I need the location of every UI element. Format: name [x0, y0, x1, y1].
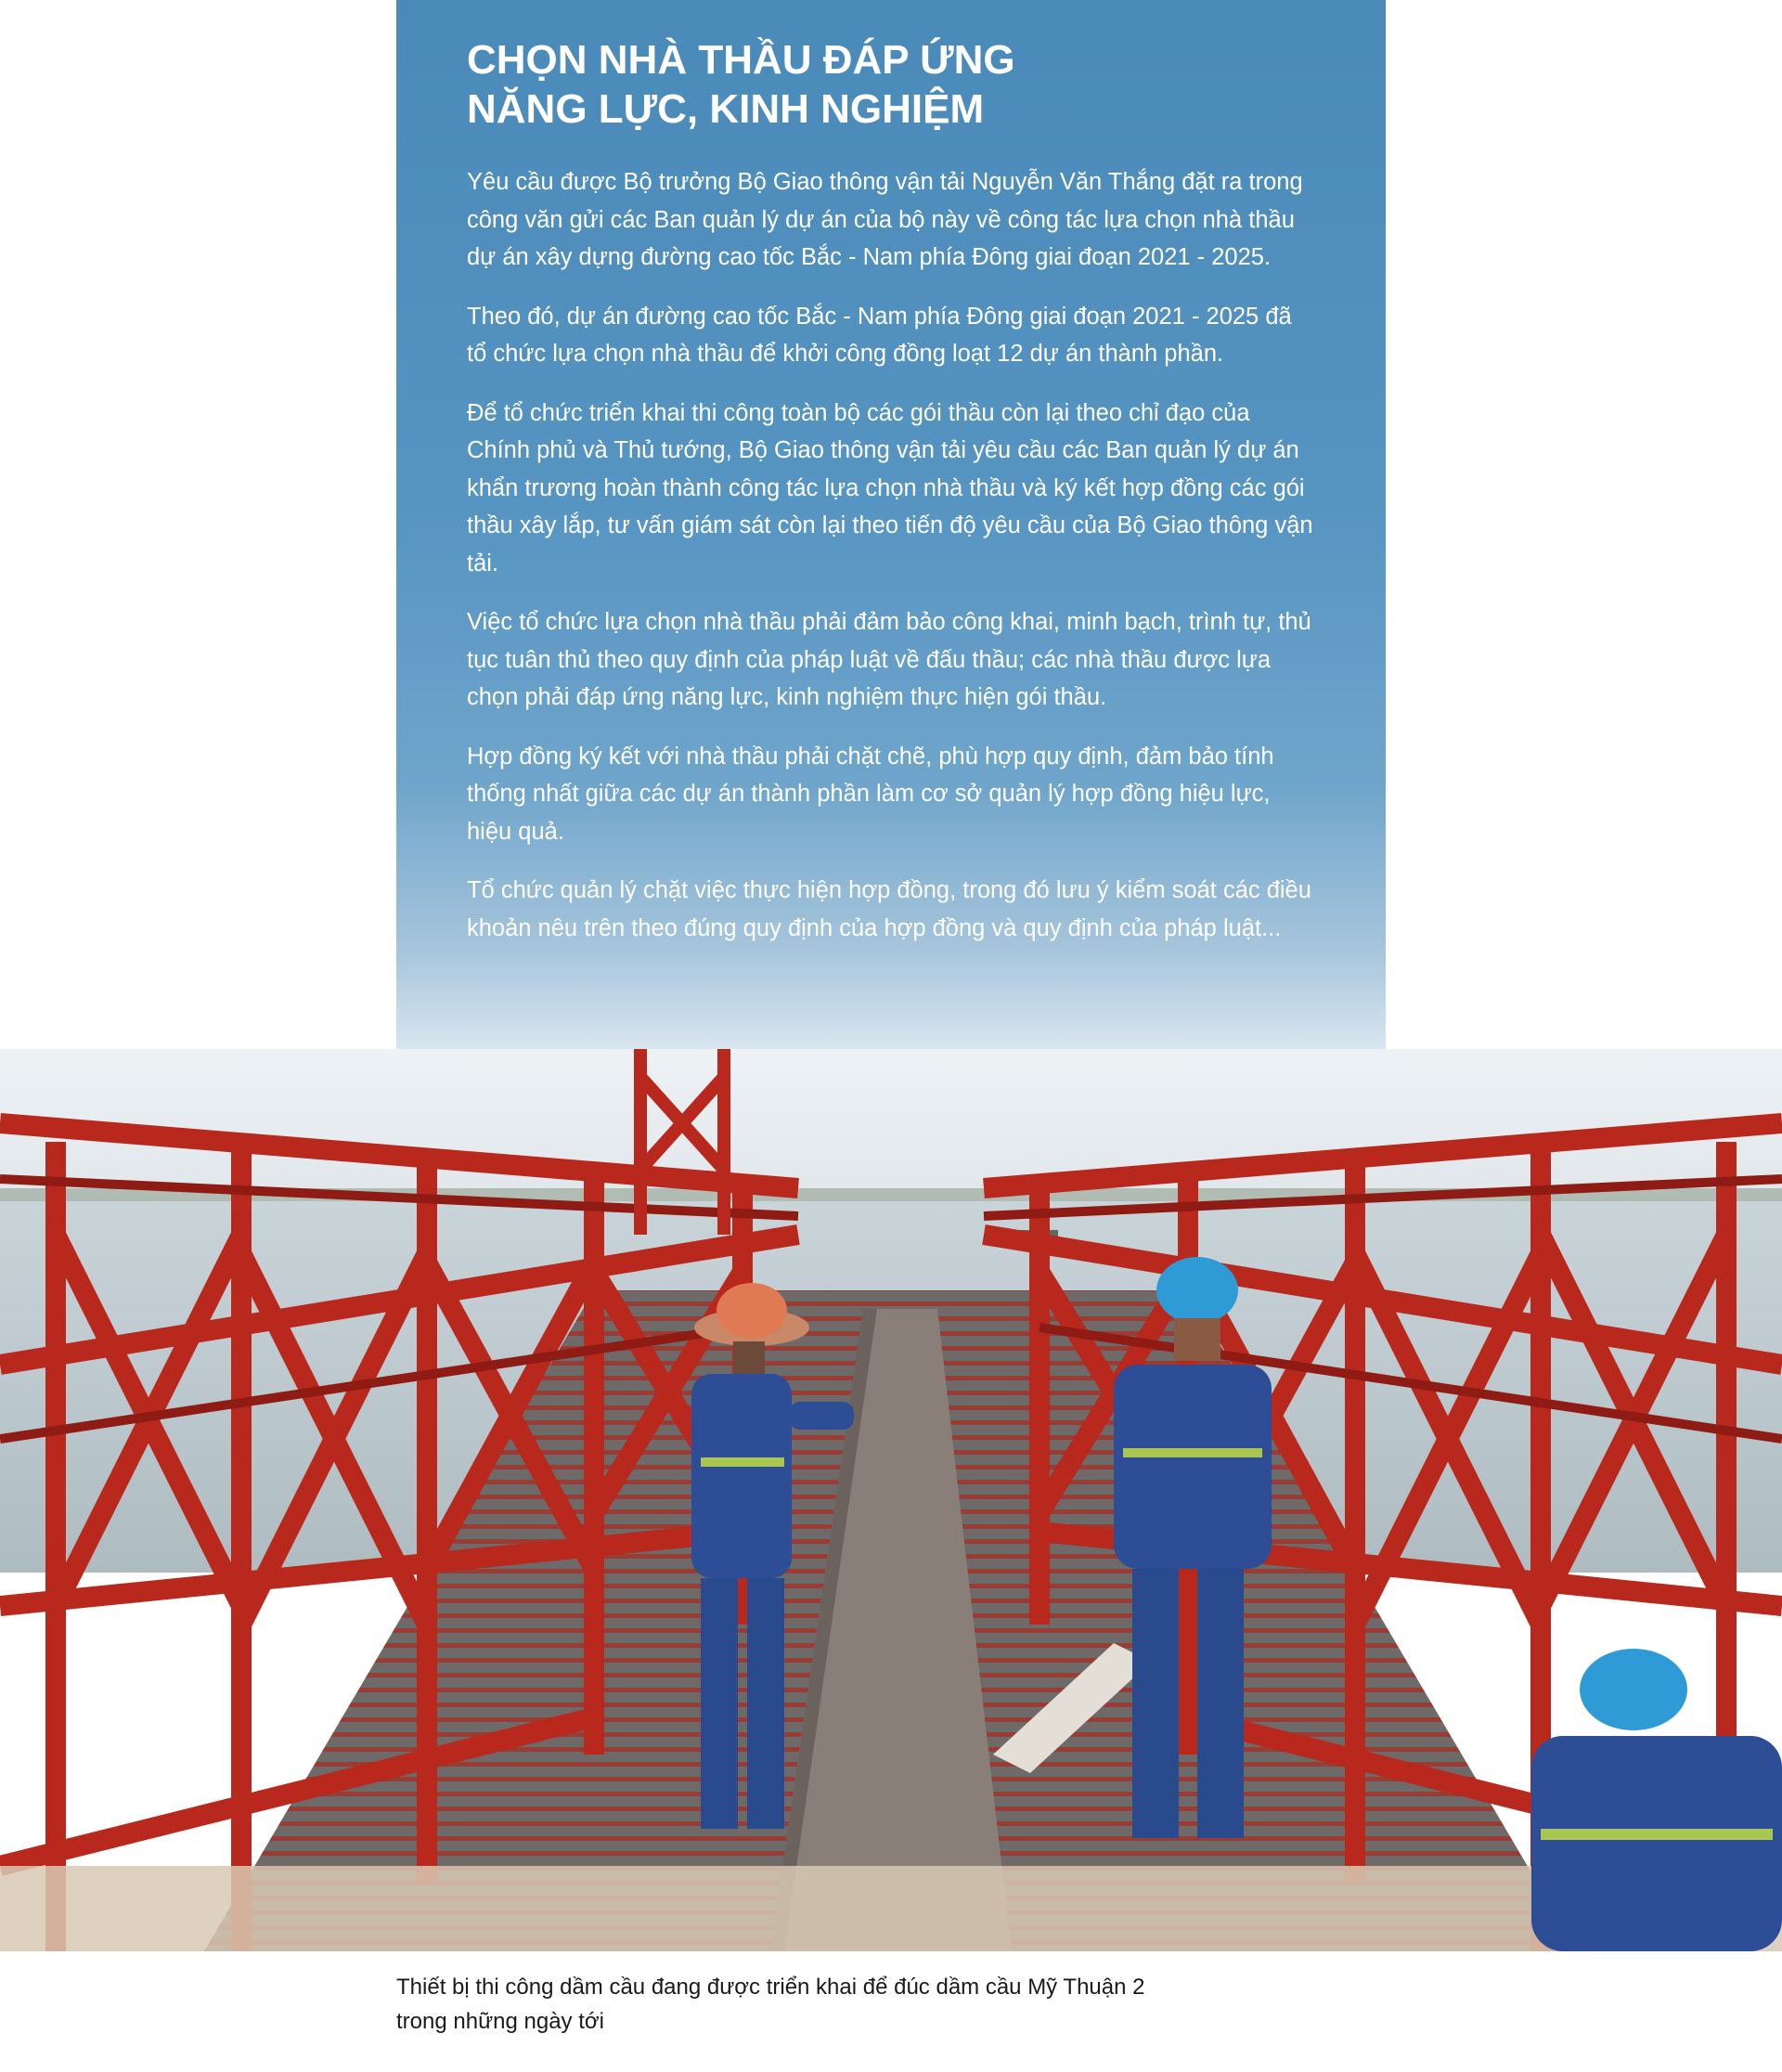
photo-caption — [396, 1970, 1324, 2039]
paragraph: Tổ chức quản lý chặt việc thực hiện hợp đồng, trong đó lưu ý kiểm soát các điều khoản nêu trên theo đúng quy định của hợp đồng và quy định của pháp luật... — [467, 877, 1311, 941]
paragraph: Hợp đồng ký kết với nhà thầu phải chặt chẽ, phù hợp quy định, đảm bảo tính thống nhất giữa các dự án thành phần làm cơ sở quản lý hợp đồng hiệu lực, hiệu quả. — [467, 743, 1274, 845]
paragraph: Để tổ chức triển khai thi công toàn bộ các gói thầu còn lại theo chỉ đạo của Chính phủ và Thủ tướng, Bộ Giao thông vận tải yêu cầu các Ban quản lý dự án khẩn trương hoàn thành công tác lựa chọn nhà thầu và ký kết hợp đồng các gói thầu xây lắp, tư vấn giám sát còn lại theo tiến độ yêu cầu của Bộ Giao thông vận tải. — [467, 399, 1313, 576]
paragraph: Việc tổ chức lựa chọn nhà thầu phải đảm bảo công khai, minh bạch, trình tự, thủ tục tuân thủ theo quy định của pháp luật về đấu thầu; các nhà thầu được lựa chọn phải đáp ứng năng lực, kinh nghiệm thực hiện gói thầu. — [467, 609, 1311, 710]
article-headline — [467, 35, 1302, 134]
paragraph: Theo đó, dự án đường cao tốc Bắc - Nam phía Đông giai đoạn 2021 - 2025 đã tổ chức lựa chọn nhà thầu để khởi công đồng loạt 12 dự án thành phần. — [467, 303, 1292, 367]
headline-line-1: CHỌN NHÀ THẦU ĐÁP ỨNG — [467, 37, 1015, 83]
article-body — [467, 163, 1313, 968]
caption-line-2: trong những ngày tới — [396, 2009, 604, 2034]
article-panel — [396, 0, 1386, 1123]
caption-line-1: Thiết bị thi công dầm cầu đang được triển khai để đúc dầm cầu Mỹ Thuận 2 — [396, 1975, 1145, 2000]
construction-photo — [0, 1049, 1782, 1951]
worker-right — [1531, 1649, 1782, 1951]
headline-line-2: NĂNG LỰC, KINH NGHIỆM — [467, 86, 985, 132]
bridge-girder-scene — [0, 1049, 1782, 1951]
paragraph: Yêu cầu được Bộ trưởng Bộ Giao thông vận tải Nguyễn Văn Thắng đặt ra trong công văn gửi các Ban quản lý dự án của bộ này về công tác lựa chọn nhà thầu dự án xây dựng đường cao tốc Bắc - Nam phía Đông giai đoạn 2021 - 2025. — [467, 169, 1303, 270]
